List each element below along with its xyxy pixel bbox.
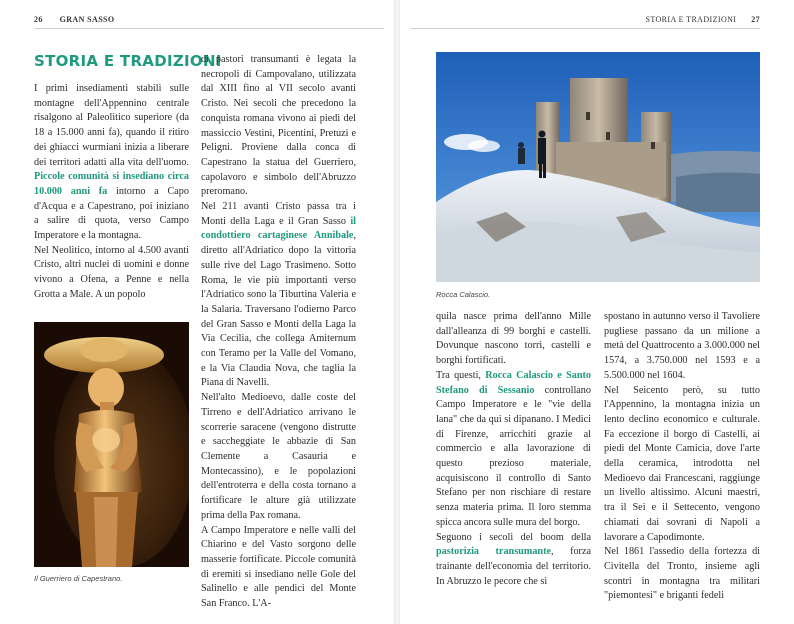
left-page <box>0 0 394 624</box>
right-column-2 <box>604 310 760 604</box>
highlight-text: il condottiero cartaginese Annibale <box>201 215 356 242</box>
paragraph: di pastori transumanti è legata la necropoli di Campovalano, utilizzata dal XIII fino al VII secolo avanti Cristo. Nei secoli che precedono la conquista romana vivono ai piedi del massiccio Vestini, Picentini, Pretuzi e Peligni. Proviene dalla conca di Capestrano la statua del Guerriero, capolavoro e simbolo dell'Abruzzo preromano. <box>201 54 356 198</box>
highlight-text: pastorizia transumante <box>436 546 551 558</box>
section-title: STORIA E TRADIZIONI <box>34 52 222 70</box>
photo-caption-right: Rocca Calascio. <box>436 290 491 299</box>
left-column-2 <box>201 53 356 612</box>
paragraph: Nel Neolitico, intorno al 4.500 avanti Cristo, altri nuclei di uomini e donne vivono a Ofena, a Penne e nella Grotta a Male. A un popolo <box>34 244 189 300</box>
running-header-left: GRAN SASSO <box>59 15 115 24</box>
paragraph: quila nasce prima dell'anno Mille dall'alleanza di 99 borghi e castelli. Dovunque nascono torri, castelli e borghi fortificati. <box>436 311 591 367</box>
paragraph: Nel 211 avanti Cristo passa tra i Monti della Laga e il Gran Sasso il condottiero cartaginese Annibale, diretto all'Adriatico dopo la vittoria sulle rive del Lago Trasimeno. Sotto Roma, le vie più importanti verso l'Adriatico sono la Tiburtina Valeria e la Salaria. Traversano l'odierno Parco del Gran Sasso e Monti della Laga la Via Cecilia, che collega Amiternum con Teramo per la Valle del Vomano, e la Via Claudia Nova, che taglia la Piana di Navelli. <box>201 201 356 389</box>
paragraph: Nell'alto Medioevo, dalle coste del Tirreno e dell'Adriatico arrivano le scorrerie saracene (vengono distrutte e saccheggiate le abbazie di San Clemente a Casauria e Montecassino), e le popolazioni dell'entroterra e della costa tornano a fortificare le alture già utilizzate prima della Pax romana. <box>201 392 356 521</box>
page-header-right <box>646 15 760 24</box>
highlight-text: Piccole comunità si insediano circa 10.000 anni fa <box>34 171 189 197</box>
castle-landscape-image <box>436 52 760 282</box>
paragraph: Tra questi, Rocca Calascio e Santo Stefano di Sessanio controllano Campo Imperatore e le "vie della lana" che da qui si dipanano. I Medici di Firenze, arricchiti grazie al commercio e alla lavorazione di questo prezioso materiale, acquisiscono il controllo di Santo Stefano per non rischiare di restare senza materia prima. Il loro stemma spicca ancora sulle mura del borgo. <box>436 369 591 528</box>
paragraph: Nel Seicento però, su tutto l'Appennino, la montagna inizia un lento declino economico e culturale. Fa eccezione il borgo di Castelli, ai piedi del Monte Camicia, dove l'arte della ceramica, introdotta nel Medioevo dai Francescani, raggiunge un livello altissimo. Alcuni maestri, tra il Sei e il Settecento, vengono chiamati dai sovrani di Napoli a lavorare a Capodimonte. <box>604 384 760 543</box>
paragraph: Nel 1861 l'assedio della fortezza di Civitella del Tronto, insieme agli scontri in montagna tra militari "piemontesi" e briganti fedeli <box>604 546 760 602</box>
header-rule-right <box>410 28 760 29</box>
highlight-text: Rocca Calascio e Santo Stefano di Sessanio <box>436 369 591 396</box>
page-number-right: 27 <box>751 15 760 24</box>
page-number-left: 26 <box>34 15 43 24</box>
guerriero-photo <box>34 322 189 567</box>
paragraph: Seguono i secoli del boom della pastorizia transumante, forza trainante dell'economia del territorio. In Abruzzo le pecore che si <box>436 531 591 587</box>
paragraph: A Campo Imperatore e nelle valli del Chiarino e del Vasto sorgono delle masserie fortificate. Piccole comunità di eremiti si insediano nelle Gole del Salinello e alle pendici del Monte San Franco. L'A- <box>201 524 356 610</box>
paragraph: spostano in autunno verso il Tavoliere pugliese passano da un milione a metà del Quattrocento a 3.000.000 nel 1574, a 3.750.000 nel 1593 e a 5.500.000 nel 1604. <box>604 311 760 381</box>
warrior-statue-image <box>34 322 189 567</box>
paragraph: I primi insediamenti stabili sulle montagne dell'Appennino centrale risalgono al Paleolitico superiore (da 18 a 15.000 anni fa), quando il ritiro dei ghiacci wurmiani inizia a liberare dei territori adatti alla vita dell'uomo. Piccole comunità si insediano circa 10.000 anni fa intorno a Capo d'Acqua e a Capestrano, poi iniziano a salire di quota, verso Campo Imperatore e la montagna. <box>34 83 189 242</box>
photo-caption-left: Il Guerriero di Capestrano. <box>34 574 123 583</box>
page-header-left <box>34 15 115 24</box>
right-page <box>400 0 794 624</box>
right-column-1 <box>436 310 591 589</box>
running-header-right: STORIA E TRADIZIONI <box>645 15 737 24</box>
header-rule-left <box>34 28 384 29</box>
left-column-1 <box>34 82 189 303</box>
rocca-calascio-photo <box>436 52 760 282</box>
